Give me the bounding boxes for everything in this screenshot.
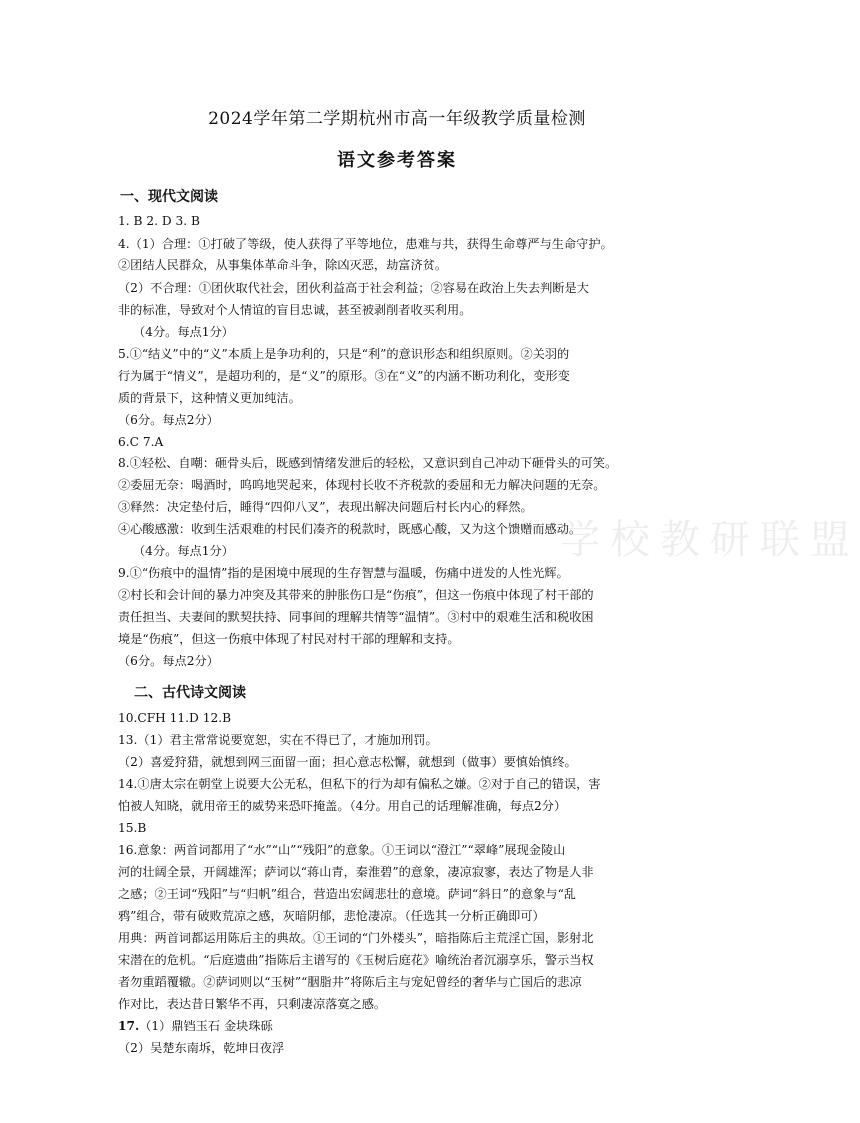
score-note: （4分。每点1分）	[133, 325, 234, 339]
answer-line: 非的标准，导致对个人情谊的盲目忠诚，甚至被剥削者收买利用。	[118, 303, 472, 317]
answer-line: ②委屈无奈：喝酒时，呜呜地哭起来，体现村长收不齐税款的委屈和无力解决问题的无奈。	[118, 478, 606, 492]
answer-line	[118, 1018, 273, 1034]
answer-line: 行为属于“情义”，是超功利的，是“义”的原形。③在“义”的内涵不断功利化，变形变	[118, 369, 570, 383]
answer-line: 之感；②王词“残阳”与“归帆”组合，营造出宏阔悲壮的意境。萨词“斜日”的意象与“乱	[118, 887, 576, 901]
section-heading-classical-reading: 二、古代诗文阅读	[134, 685, 246, 701]
score-note: （6分。每点2分）	[118, 654, 219, 668]
answer-line: 16.意象：两首词都用了“水”“山”“残阳”的意象。①王词以“澄江”“翠峰”展现金陵山	[118, 843, 566, 857]
answer-line: 宋潜在的危机。“后庭遗曲”指陈后主谱写的《玉树后庭花》喻统治者沉溺享乐，警示当权	[118, 953, 594, 967]
score-note: （4分。每点1分）	[133, 544, 234, 558]
answer-line: （2）吴楚东南坼，乾坤日夜浮	[118, 1041, 285, 1055]
answer-line: 怕被人知晓，就用帝王的威势来恐吓掩盖。（4分。用自己的话理解准确，每点2分）	[118, 799, 567, 813]
answer-line: 1. B 2. D 3. B	[118, 214, 200, 228]
answer-line: 8.①轻松、自嘲：砸骨头后，既感到情绪发泄后的轻松，又意识到自己冲动下砸骨头的可笑。	[118, 456, 618, 470]
section-heading-modern-reading: 一、现代文阅读	[120, 189, 218, 205]
answer-line: 5.①“结义”中的“义”本质上是争功利的，只是“利”的意识形态和组织原则。②关羽的	[118, 347, 570, 361]
document-subtitle: 语文参考答案	[337, 150, 457, 171]
answer-line: 鸦”组合，带有破败荒凉之感，灰暗阴郁，悲怆凄凉。（任选其一分析正确即可）	[118, 909, 545, 923]
answer-line: （2）不合理：①团伙取代社会，团伙利益高于社会利益；②容易在政治上失去判断是大	[118, 281, 589, 295]
answer-line: 境是“伤痕”，但这一伤痕中体现了村民对村干部的理解和支持。	[118, 632, 460, 646]
answer-line: 作对比，表达昔日繁华不再，只剩凄凉落寞之感。	[118, 997, 387, 1011]
answer-line: 质的背景下，这种情义更加纯洁。	[118, 391, 301, 405]
score-note: （6分。每点2分）	[118, 413, 219, 427]
answer-line: ②村长和会计间的暴力冲突及其带来的肿胀伤口是“伤痕”，但这一伤痕中体现了村干部的	[118, 588, 594, 602]
answer-line: 13.（1）君主常常说要宽恕，实在不得已了，才施加刑罚。	[118, 733, 438, 747]
answer-line: ②团结人民群众，从事集体革命斗争，除凶灭恶，劫富济贫。	[118, 258, 448, 272]
answer-text: （1）鼎铛玉石 金块珠砾	[139, 1019, 273, 1033]
answer-line: 4.（1）合理：①打破了等级，使人获得了平等地位，患难与共，获得生命尊严与生命守护。	[118, 237, 613, 251]
answer-line: 6.C 7.A	[118, 435, 164, 449]
answer-line: 10.CFH 11.D 12.B	[118, 711, 232, 725]
answer-line: 河的壮阔全景，开阔雄浑；萨词以“蒋山青，秦淮碧”的意象，凄凉寂寥，表达了物是人非	[118, 865, 594, 879]
answer-line: 用典：两首词都运用陈后主的典故。①王词的“门外楼头”，暗指陈后主荒淫亡国，影射北	[118, 931, 594, 945]
answer-line: 责任担当、夫妻间的默契扶持、同事间的理解共情等“温情”。③村中的艰难生活和税收困	[118, 610, 594, 624]
document-title: 2024学年第二学期杭州市高一年级教学质量检测	[208, 109, 586, 129]
answer-line: 者勿重蹈覆辙。②萨词则以“玉树”“胭脂井”将陈后主与宠妃曾经的奢华与亡国后的悲凉	[118, 975, 582, 989]
answer-line: 15.B	[118, 821, 147, 835]
answer-line: ③释然：决定垫付后，睡得“四仰八叉”，表现出解决问题后村长内心的释然。	[118, 500, 533, 514]
answer-line: ④心酸感激：收到生活艰难的村民们凑齐的税款时，既感心酸，又为这个馈赠而感动。	[118, 522, 582, 536]
answer-line: （2）喜爱狩猎，就想到网三面留一面；担心意志松懈，就想到（做事）要慎始慎终。	[118, 755, 577, 769]
answer-line: 14.①唐太宗在朝堂上说要大公无私，但私下的行为却有偏私之嫌。②对于自己的错误，害	[118, 777, 601, 791]
question-number: 17.	[118, 1019, 140, 1033]
answer-line: 9.①“伤痕中的温情”指的是困境中展现的生存智慧与温暖，伤痛中迸发的人性光辉。	[118, 566, 569, 580]
watermark: 学校教研联盟	[560, 517, 860, 563]
